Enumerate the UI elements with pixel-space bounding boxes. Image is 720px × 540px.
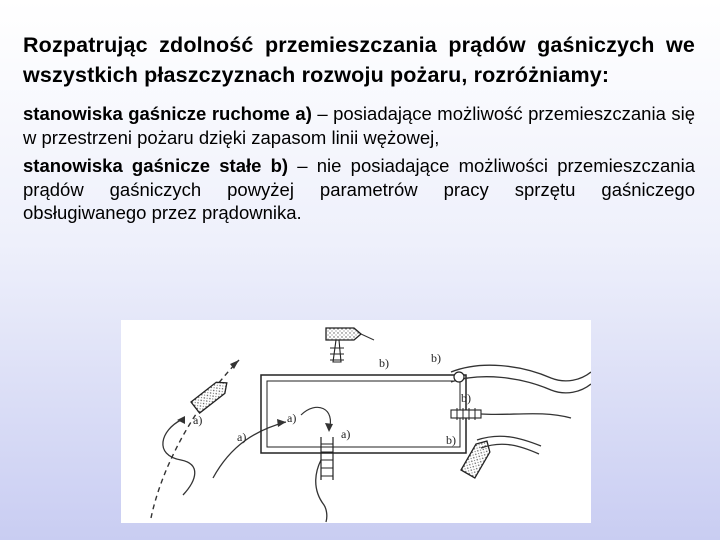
diagram-label-a-left: a) bbox=[193, 413, 203, 427]
right-nozzle-1 bbox=[454, 372, 464, 382]
left-nozzle bbox=[191, 377, 231, 413]
firefighting-positions-diagram bbox=[121, 320, 591, 523]
mobile-trajectory-solid bbox=[213, 422, 286, 478]
diagram-label-b-right-2: b) bbox=[461, 391, 471, 405]
diagram-label-a-lower: a) bbox=[237, 430, 247, 444]
right-hose-2 bbox=[481, 414, 571, 418]
fixed-positions-paragraph bbox=[23, 154, 695, 225]
arrow-head bbox=[325, 423, 333, 432]
fixed-positions-description: – nie posiadające możliwości przemieszczania prądów gaśniczych powyżej parametrów pracy sprzętu gaśniczego obsługiwanego przez prądownika. bbox=[23, 155, 695, 223]
diagram-label-b-right-1: b) bbox=[431, 351, 441, 365]
fixed-positions-term: stanowiska gaśnicze stałe b) bbox=[23, 155, 289, 176]
right-nozzle-2 bbox=[451, 408, 481, 420]
ladder bbox=[321, 437, 333, 480]
mobile-positions-paragraph bbox=[23, 102, 695, 149]
slide-heading: Rozpatrując zdolność przemieszczania prądów gaśniczych we wszystkich płaszczyznach rozwoju pożaru, rozróżniamy: bbox=[23, 33, 695, 87]
slide-text bbox=[23, 30, 695, 225]
diagram-svg bbox=[121, 320, 591, 523]
diagram-label-b-right-3: b) bbox=[446, 433, 456, 447]
right-hose-1 bbox=[451, 365, 591, 381]
diagram-label-b-top: b) bbox=[379, 356, 389, 370]
mobile-positions-description: – posiadające możliwość przemieszczania się w przestrzeni pożaru dzięki zapasom linii wężowej, bbox=[23, 103, 695, 148]
top-nozzle bbox=[326, 328, 361, 362]
mobile-positions-term: stanowiska gaśnicze ruchome a) bbox=[23, 103, 312, 124]
leader-line bbox=[361, 334, 374, 340]
arrow-head bbox=[177, 416, 185, 424]
left-hose bbox=[163, 420, 195, 495]
diagram-label-a-ladder: a) bbox=[341, 427, 351, 441]
diagram-label-a-room: a) bbox=[287, 411, 297, 425]
